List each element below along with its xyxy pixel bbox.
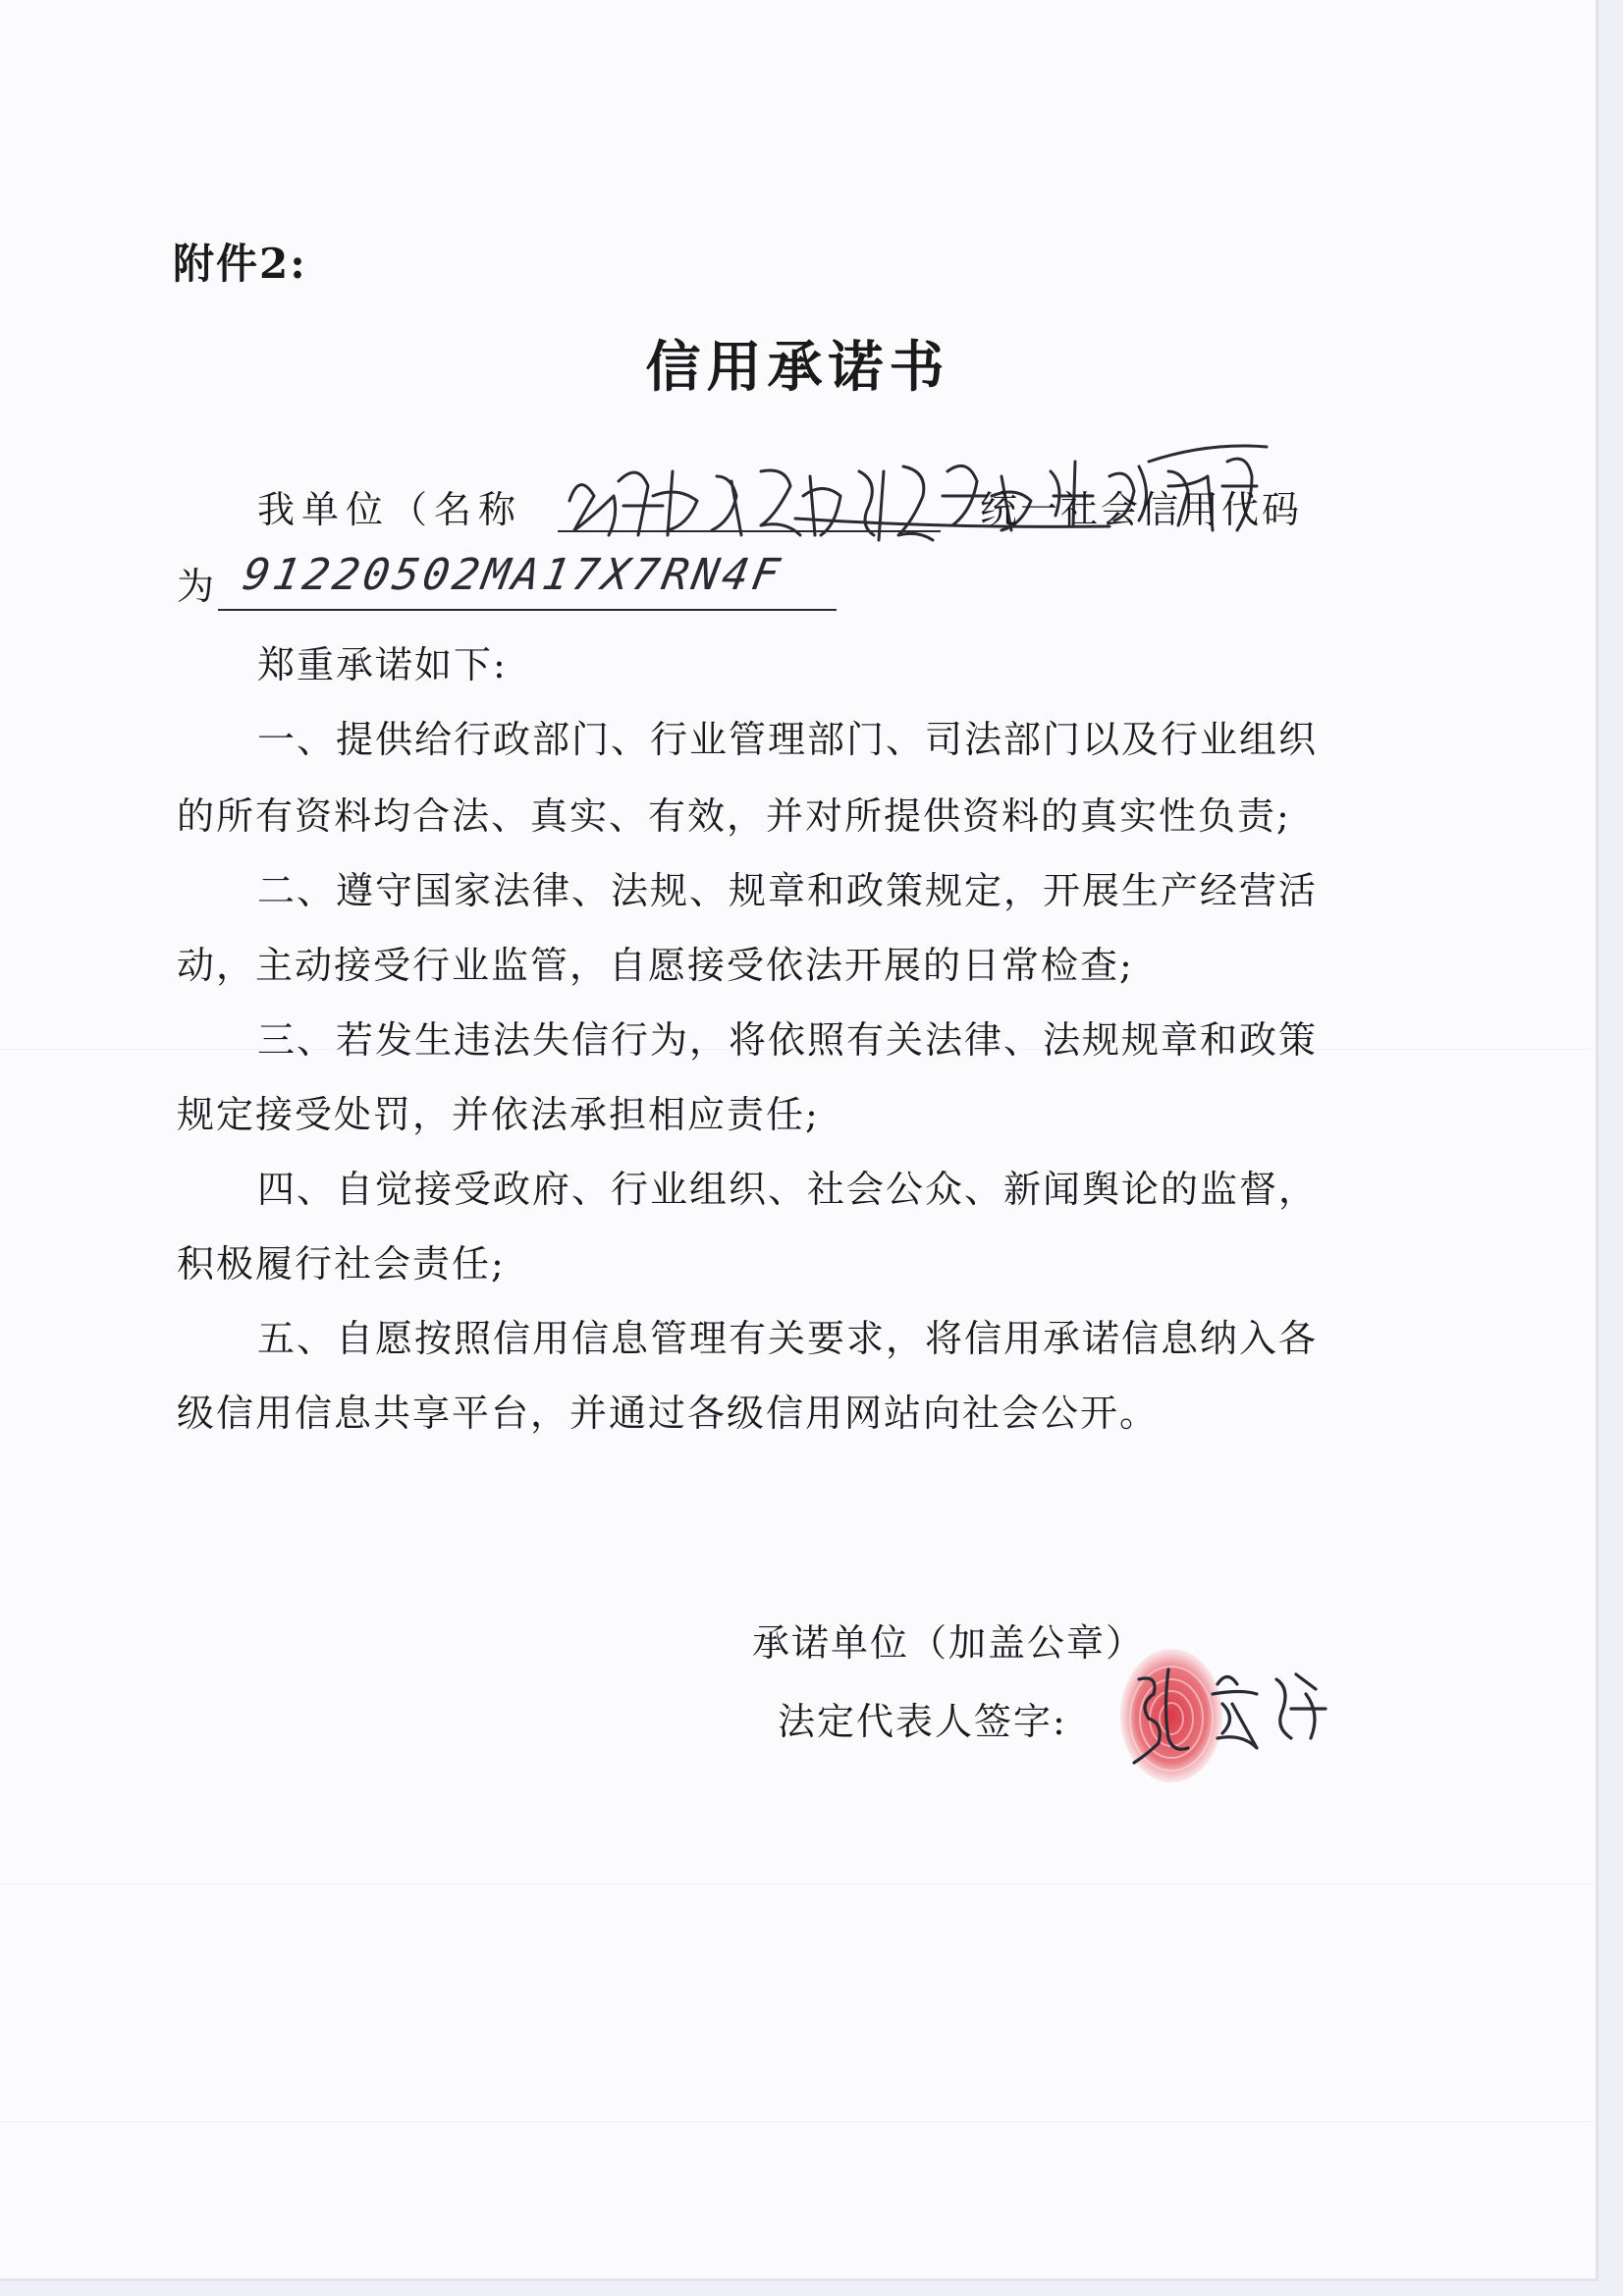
promise-lead: 郑重承诺如下: <box>257 643 508 686</box>
clause-1-line-2: 的所有资料均合法、真实、有效，并对所提供资料的真实性负责; <box>177 794 1291 838</box>
annex-label: 附件2: <box>173 240 307 288</box>
scan-artifact <box>0 2121 1591 2122</box>
clause-3-line-1: 三、若发生违法失信行为，将依照有关法律、法规规章和政策 <box>257 1018 1319 1062</box>
clause-1-line-1: 一、提供给行政部门、行业管理部门、司法部门以及行业组织 <box>257 718 1319 761</box>
clause-5-line-2: 级信用信息共享平台，并通过各级信用网站向社会公开。 <box>177 1392 1160 1435</box>
intro-code-prefix: 为 <box>177 565 217 608</box>
intro-credit-code-label: 统一社会信用代码 <box>980 488 1303 531</box>
clause-2-line-1: 二、遵守国家法律、法规、规章和政策规定，开展生产经营活 <box>257 869 1319 912</box>
document-title: 信用承诺书 <box>645 335 950 400</box>
intro-name-prefix: 我单位（名称 <box>257 488 523 531</box>
promising-unit-label: 承诺单位（加盖公章） <box>752 1621 1146 1665</box>
handwritten-signature <box>1100 1650 1355 1777</box>
credit-code-underline <box>218 609 837 611</box>
clause-4-line-2: 积极履行社会责任; <box>177 1242 506 1285</box>
handwritten-credit-code: 91220502MA17X7RN4F <box>239 550 787 600</box>
legal-rep-label: 法定代表人签字: <box>778 1700 1067 1743</box>
scan-artifact <box>0 1884 1591 1885</box>
clause-2-line-2: 动，主动接受行业监管，自愿接受依法开展的日常检查; <box>177 944 1134 987</box>
clause-5-line-1: 五、自愿按照信用信息管理有关要求，将信用承诺信息纳入各 <box>257 1317 1319 1360</box>
clause-4-line-1: 四、自觉接受政府、行业组织、社会公众、新闻舆论的监督， <box>257 1168 1319 1211</box>
clause-3-line-2: 规定接受处罚，并依法承担相应责任; <box>177 1093 820 1136</box>
